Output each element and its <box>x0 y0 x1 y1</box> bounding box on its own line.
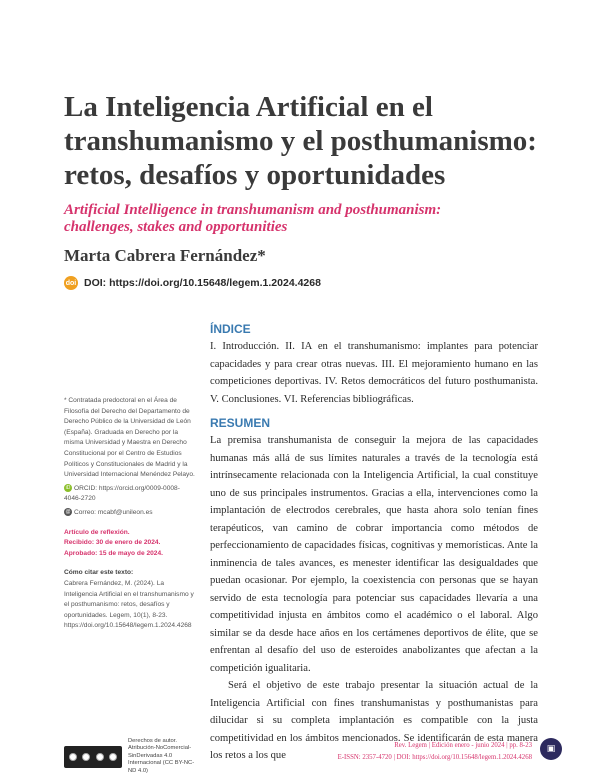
doi-icon: doi <box>64 276 78 290</box>
journal-edition: Rev. Legem | Edición enero - junio 2024 | pp. 8-23 <box>394 742 532 749</box>
sidebar-notes <box>64 396 196 632</box>
resumen-paragraph-2: Será el objetivo de este trabajo presentar la situación actual de la Inteligencia Artificial con fines transhumanistas y posthumanistas para dilucidar si su completa implantación es compatible con la justa competitividad en los ámbitos mencionados. Se identificarán de esta manera los retos a los que <box>210 680 538 761</box>
email-line[interactable] <box>64 508 196 519</box>
resumen-paragraph-1: La premisa transhumanista de conseguir la mejora de las capacidades humanas más allá de sus límites naturales a través de la tecnología está intrínsecamente relacionada con la Inteligencia Artificial, la cual constituye uno de sus principales instrumentos. Gracias a ella, intervenciones como la implantación de electrodos cerebrales, que hasta ahora solo tenían fines terapéuticos, van camino de cobrar importancia como métodos de perfeccionamiento de capacidades físicas, cognitivas y memorísticas. Ante la inminencia de tales avances, es menester identificar las desigualdades que puedan ocasionar. Por ejemplo, la coexistencia con personas que se hayan servido de esta tecnología para potenciar sus capacidades llevaría a una competitividad injusta en ámbitos como el académico o el laboral. Algo similar se da desde hace años en los certámenes deportivos de élite, que se enfrentan al desafío del uso de esteroides anabolizantes que afectan a la competición igualitaria. <box>210 435 538 674</box>
author-affiliation: * Contratada predoctoral en el Área de Filosofía del Derecho del Departamento de Derecho Público de la Universidad de León (España). Graduada en Derecho por la misma Universidad y Maestra en Derecho Constitucional por el Centro de Estudios Políticos y Constitucionales de Madrid y la Universidad Internacional Menéndez Pelayo. <box>64 397 195 479</box>
article-type: Artículo de reflexión. <box>64 528 130 536</box>
article-title: La Inteligencia Artificial en el transhumanismo y el posthumanismo: retos, desafíos y oportunidades <box>64 91 537 191</box>
journal-meta <box>338 740 532 764</box>
doi-text[interactable]: DOI: https://doi.org/10.15648/legem.1.2024.4268 <box>84 277 321 289</box>
orcid-icon: iD <box>65 485 71 491</box>
cite-label: Cómo citar este texto: <box>64 569 134 577</box>
indice-text <box>210 338 538 408</box>
cc-license-icon[interactable] <box>64 746 122 768</box>
email-icon: @ <box>65 509 71 516</box>
journal-logo-icon: ▣ <box>540 738 562 760</box>
journal-issn: E-ISSN: 2357-4720 | DOI: https://doi.org/10.15648/legem.1.2024.4268 <box>337 754 532 761</box>
license-text: Derechos de autor. Atribución-NoComercial-SinDerivadas 4.0 Internacional (CC BY-NC-ND 4.0) <box>128 738 195 774</box>
orcid-line[interactable] <box>64 484 196 505</box>
approved-date: Aprobado: 15 de mayo de 2024. <box>64 549 163 557</box>
author-name: Marta Cabrera Fernández* <box>64 246 266 265</box>
resumen-text <box>210 432 538 765</box>
resumen-heading: RESUMEN <box>210 416 271 430</box>
orcid-text[interactable]: ORCID: https://orcid.org/0009-0008-4046-2720 <box>64 484 180 503</box>
doi-line[interactable] <box>64 276 321 290</box>
article-subtitle: Artificial Intelligence in transhumanism and posthumanism: challenges, stakes and opportunities <box>64 202 442 235</box>
indice-paragraph: I. Introducción. II. IA en el transhumanismo: implantes para potenciar capacidades y para crear otras nuevas. III. El mejoramiento humano en las competiciones deportivas. IV. Retos democráticos del futuro posthumanista. V. Conclusiones. VI. Referencias bibliográficas. <box>210 341 538 405</box>
received-date: Recibido: 30 de enero de 2024. <box>64 539 161 547</box>
license-block <box>64 738 198 775</box>
email-text[interactable]: Correo: mcabf@unileon.es <box>74 508 153 516</box>
cite-text: Cabrera Fernández, M. (2024). La Inteligencia Artificial en el transhumanismo y el posthumanismo: retos, desafíos y oportunidades. Legem, 10(1), 8-23. https://doi.org/10.15648/legem.1.2024.4268 <box>64 579 194 630</box>
indice-heading: ÍNDICE <box>210 322 251 336</box>
